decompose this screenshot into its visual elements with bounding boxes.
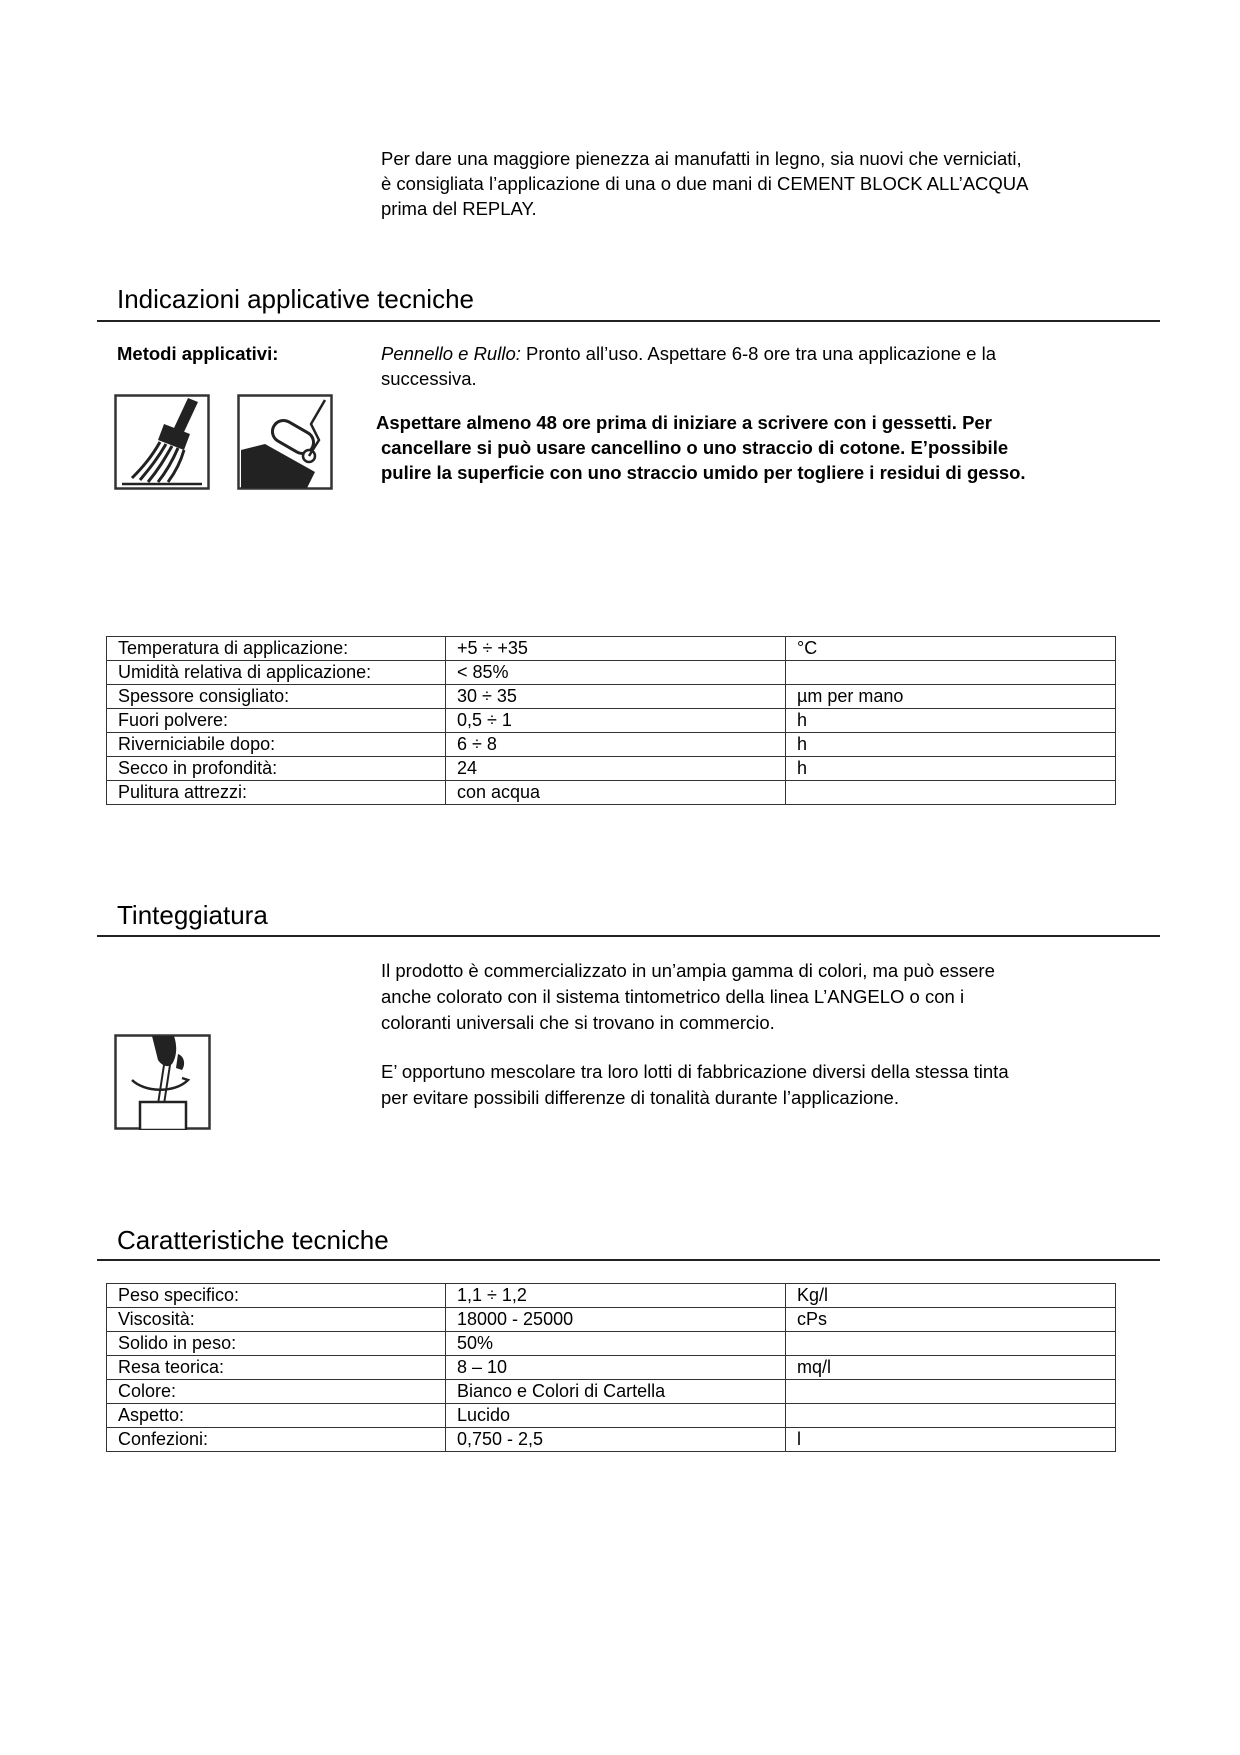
intro-line: è consigliata l’applicazione di una o due mani di CEMENT BLOCK ALL’ACQUA	[381, 173, 1029, 194]
stirring-mix-icon	[114, 1034, 211, 1130]
tinting-line: per evitare possibili differenze di tonalità durante l’applicazione.	[381, 1087, 899, 1108]
tinting-paragraph-1	[381, 958, 995, 1036]
spec-unit	[786, 1404, 1116, 1428]
methods-text-line2: successiva.	[381, 368, 477, 389]
intro-line: prima del REPLAY.	[381, 198, 537, 219]
tinting-line: Il prodotto è commercializzato in un’ampia gamma di colori, ma può essere	[381, 960, 995, 981]
spec-unit: mq/l	[786, 1356, 1116, 1380]
spec-value: Lucido	[446, 1404, 786, 1428]
spec-value: < 85%	[446, 661, 786, 685]
spec-label: Spessore consigliato:	[107, 685, 446, 709]
spec-label: Riverniciabile dopo:	[107, 733, 446, 757]
spec-unit: °C	[786, 637, 1116, 661]
spec-label: Viscosità:	[107, 1308, 446, 1332]
table-row	[107, 733, 1116, 757]
section-divider	[97, 1259, 1160, 1261]
spec-value: +5 ÷ +35	[446, 637, 786, 661]
spec-value: 1,1 ÷ 1,2	[446, 1284, 786, 1308]
spec-value: con acqua	[446, 781, 786, 805]
table-row	[107, 1308, 1116, 1332]
spec-label: Pulitura attrezzi:	[107, 781, 446, 805]
methods-italic: Pennello e Rullo:	[381, 343, 521, 364]
spec-value: 18000 - 25000	[446, 1308, 786, 1332]
application-spec-table	[106, 636, 1116, 805]
spec-unit: cPs	[786, 1308, 1116, 1332]
spec-unit	[786, 1332, 1116, 1356]
spec-unit	[786, 781, 1116, 805]
table-row	[107, 1356, 1116, 1380]
section-title-technical: Caratteristiche tecniche	[117, 1225, 389, 1255]
spec-value: 6 ÷ 8	[446, 733, 786, 757]
notice-line: cancellare si può usare cancellino o uno straccio di cotone. E’possibile	[381, 437, 1009, 458]
tinting-line: coloranti universali che si trovano in commercio.	[381, 1012, 775, 1033]
tinting-paragraph-2	[381, 1059, 1009, 1111]
spec-value: 8 – 10	[446, 1356, 786, 1380]
notice-line: Aspettare almeno 48 ore prima di iniziare a scrivere con i gessetti. Per	[376, 412, 992, 433]
section-divider	[97, 935, 1160, 937]
spec-unit: Kg/l	[786, 1284, 1116, 1308]
spec-label: Confezioni:	[107, 1428, 446, 1452]
table-row	[107, 1380, 1116, 1404]
spec-label: Umidità relativa di applicazione:	[107, 661, 446, 685]
spec-unit: µm per mano	[786, 685, 1116, 709]
spec-unit	[786, 661, 1116, 685]
spec-value: 30 ÷ 35	[446, 685, 786, 709]
table-row	[107, 781, 1116, 805]
table-row	[107, 757, 1116, 781]
methods-label: Metodi applicativi:	[117, 343, 279, 364]
spec-label: Colore:	[107, 1380, 446, 1404]
tinting-line: anche colorato con il sistema tintometrico della linea L’ANGELO o con i	[381, 986, 965, 1007]
table-row	[107, 685, 1116, 709]
table-row	[107, 709, 1116, 733]
table-row	[107, 661, 1116, 685]
methods-description	[381, 341, 996, 391]
chalk-notice	[376, 410, 1026, 485]
spec-label: Secco in profondità:	[107, 757, 446, 781]
table-row	[107, 637, 1116, 661]
spec-label: Resa teorica:	[107, 1356, 446, 1380]
spec-value: 0,5 ÷ 1	[446, 709, 786, 733]
table-row	[107, 1404, 1116, 1428]
spec-unit	[786, 1380, 1116, 1404]
table-row	[107, 1332, 1116, 1356]
spec-value: 50%	[446, 1332, 786, 1356]
spec-label: Aspetto:	[107, 1404, 446, 1428]
spec-label: Solido in peso:	[107, 1332, 446, 1356]
tinting-line: E’ opportuno mescolare tra loro lotti di fabbricazione diversi della stessa tinta	[381, 1061, 1009, 1082]
methods-text: Pronto all’uso. Aspettare 6-8 ore tra una applicazione e la	[520, 343, 997, 364]
spec-label: Temperatura di applicazione:	[107, 637, 446, 661]
spec-unit: l	[786, 1428, 1116, 1452]
technical-spec-table	[106, 1283, 1116, 1452]
spec-unit: h	[786, 757, 1116, 781]
spec-value: 24	[446, 757, 786, 781]
spec-unit: h	[786, 709, 1116, 733]
table-row	[107, 1428, 1116, 1452]
section-title-application: Indicazioni applicative tecniche	[117, 284, 474, 314]
section-title-tinting: Tinteggiatura	[117, 900, 268, 930]
section-divider	[97, 320, 1160, 322]
table-row	[107, 1284, 1116, 1308]
paint-roller-icon	[237, 394, 333, 490]
paintbrush-icon	[114, 394, 210, 490]
spec-value: Bianco e Colori di Cartella	[446, 1380, 786, 1404]
spec-value: 0,750 - 2,5	[446, 1428, 786, 1452]
intro-line: Per dare una maggiore pienezza ai manufatti in legno, sia nuovi che verniciati,	[381, 148, 1022, 169]
spec-unit: h	[786, 733, 1116, 757]
spec-label: Fuori polvere:	[107, 709, 446, 733]
spec-label: Peso specifico:	[107, 1284, 446, 1308]
intro-paragraph	[381, 146, 1029, 221]
notice-line: pulire la superficie con uno straccio umido per togliere i residui di gesso.	[381, 462, 1026, 483]
